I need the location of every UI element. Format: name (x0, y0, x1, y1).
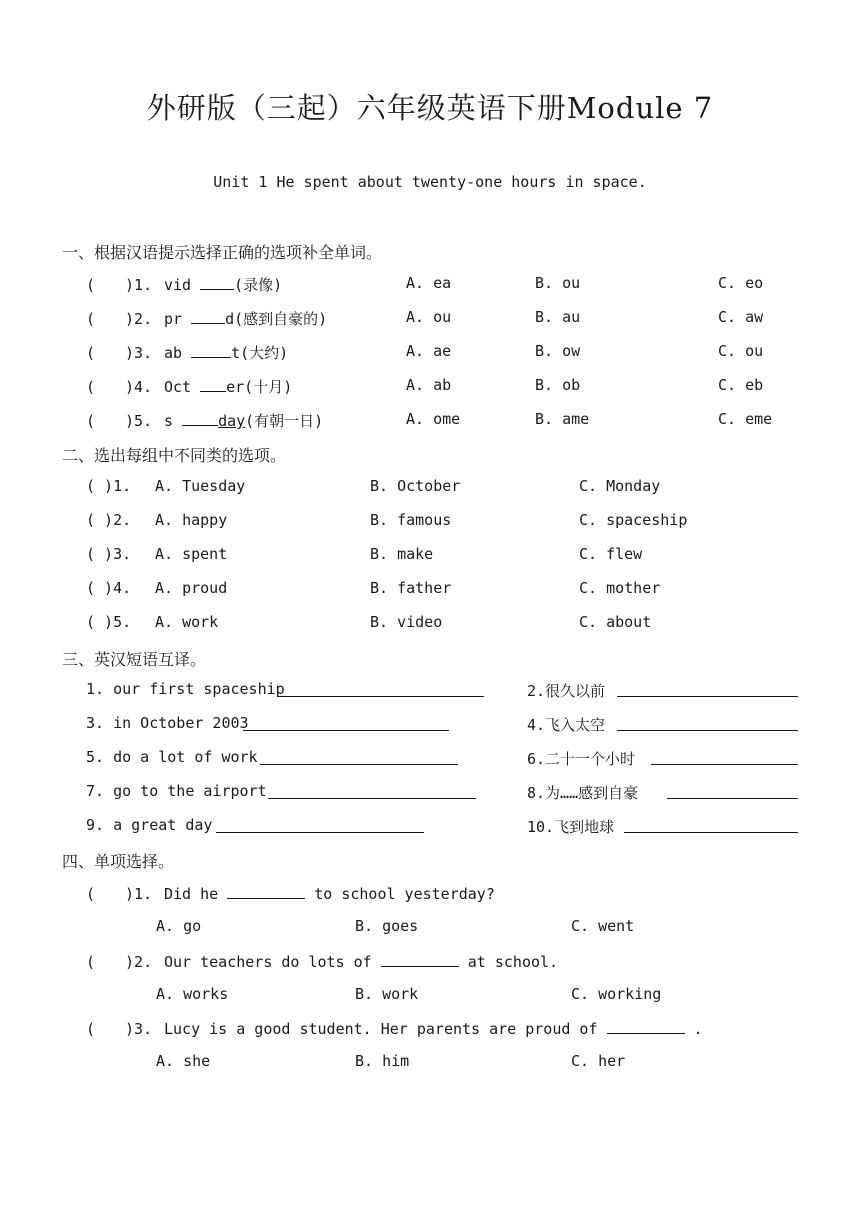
option-a: A. ou (406, 308, 452, 326)
option-a: A. Tuesday (155, 477, 246, 495)
option-c: C. spaceship (579, 511, 688, 529)
option-a: A. works (156, 985, 229, 1003)
word-suffix: t(大约) (231, 344, 289, 362)
option-b: B. ame (535, 410, 590, 428)
word-prefix: vid (164, 276, 192, 294)
answer-line[interactable] (617, 730, 798, 731)
answer-line[interactable] (260, 764, 458, 765)
chinese-phrase: 10.飞到地球 (527, 818, 615, 836)
fill-blank[interactable] (381, 951, 459, 967)
answer-bracket[interactable]: ( )2. (86, 310, 153, 328)
word-prefix: pr (164, 310, 183, 328)
section-4-heading: 四、单项选择。 (62, 852, 175, 871)
option-b: B. father (370, 579, 452, 597)
answer-bracket[interactable]: ( )2. (86, 511, 132, 529)
word-prefix: Oct (164, 378, 192, 396)
fill-word-item (0, 308, 860, 332)
answer-line[interactable] (651, 764, 798, 765)
unit-subtitle: Unit 1 He spent about twenty-one hours in space. (213, 173, 647, 191)
word-suffix: er(十月) (226, 378, 293, 396)
option-a: A. ae (406, 342, 452, 360)
translation-row (0, 816, 860, 840)
word-prefix: ab (164, 344, 183, 362)
option-b: B. ow (535, 342, 581, 360)
fill-word-item (0, 274, 860, 298)
fill-blank[interactable] (200, 274, 234, 290)
answer-line[interactable] (278, 696, 484, 697)
fill-blank[interactable] (607, 1018, 685, 1034)
option-c: C. mother (579, 579, 661, 597)
option-b: B. goes (355, 917, 419, 935)
option-b: B. October (370, 477, 461, 495)
odd-one-out-item (0, 545, 860, 569)
option-b: B. ou (535, 274, 581, 292)
word-prompt (164, 342, 288, 363)
choice-options (0, 917, 860, 941)
option-a: A. ea (406, 274, 452, 292)
option-b: B. famous (370, 511, 452, 529)
fill-word-item (0, 342, 860, 366)
option-c: C. working (571, 985, 662, 1003)
section-1-heading: 一、根据汉语提示选择正确的选项补全单词。 (62, 243, 383, 262)
option-a: A. go (156, 917, 202, 935)
word-suffix: d(感到自豪的) (225, 310, 328, 328)
fill-blank[interactable] (227, 883, 305, 899)
answer-bracket[interactable]: ( )5. (86, 613, 132, 631)
choice-question (0, 951, 860, 975)
translation-row (0, 748, 860, 772)
answer-line[interactable] (243, 730, 449, 731)
answer-bracket[interactable]: ( )4. (86, 579, 132, 597)
question-stem: Our teachers do lots of (164, 953, 372, 971)
answer-bracket[interactable]: ( )1. (86, 885, 153, 903)
section-2-heading: 二、选出每组中不同类的选项。 (62, 446, 287, 465)
section-3-heading: 三、英汉短语互译。 (62, 650, 207, 669)
option-a: A. spent (155, 545, 228, 563)
chinese-phrase: 4.飞入太空 (527, 716, 606, 734)
english-phrase: 3. in October 2003 (86, 714, 249, 732)
fill-blank[interactable] (191, 308, 225, 324)
option-c: C. went (571, 917, 635, 935)
option-a: A. she (156, 1052, 211, 1070)
page-title: 外研版（三起）六年级英语下册Module 7 (146, 91, 714, 125)
option-a: A. proud (155, 579, 228, 597)
option-c: C. Monday (579, 477, 661, 495)
answer-bracket[interactable]: ( )3. (86, 344, 153, 362)
answer-bracket[interactable]: ( )3. (86, 1020, 153, 1038)
answer-line[interactable] (617, 696, 798, 697)
option-a: A. work (155, 613, 219, 631)
word-prefix: s (164, 412, 174, 430)
option-b: B. him (355, 1052, 410, 1070)
option-c: C. ou (718, 342, 764, 360)
answer-bracket[interactable]: ( )4. (86, 378, 153, 396)
english-phrase: 5. do a lot of work (86, 748, 258, 766)
option-a: A. ome (406, 410, 461, 428)
question-end: . (693, 1020, 703, 1038)
choice-options (0, 1052, 860, 1076)
choice-question (0, 883, 860, 907)
chinese-phrase: 8.为……感到自豪 (527, 784, 639, 802)
option-c: C. flew (579, 545, 643, 563)
chinese-phrase: 2.很久以前 (527, 682, 606, 700)
english-phrase: 1. our first spaceship (86, 680, 285, 698)
translation-row (0, 782, 860, 806)
choice-options (0, 985, 860, 1009)
option-b: B. ob (535, 376, 581, 394)
english-phrase: 9. a great day (86, 816, 213, 834)
fill-blank[interactable] (182, 410, 218, 426)
word-prompt (164, 274, 282, 295)
answer-bracket[interactable]: ( )3. (86, 545, 132, 563)
answer-line[interactable] (624, 832, 798, 833)
question-end: at school. (467, 953, 559, 971)
odd-one-out-item (0, 477, 860, 501)
question-text (164, 1018, 703, 1038)
option-c: C. eo (718, 274, 764, 292)
odd-one-out-item (0, 579, 860, 603)
question-text (164, 951, 558, 971)
fill-blank[interactable] (191, 342, 231, 358)
option-c: C. aw (718, 308, 764, 326)
answer-bracket[interactable]: ( )1. (86, 276, 153, 294)
question-text (164, 883, 495, 903)
word-prompt (164, 376, 292, 397)
option-a: A. ab (406, 376, 452, 394)
odd-one-out-item (0, 511, 860, 535)
chinese-phrase: 6.二十一个小时 (527, 750, 636, 768)
choice-question (0, 1018, 860, 1042)
answer-bracket[interactable]: ( )1. (86, 477, 132, 495)
word-prompt (164, 308, 327, 329)
answer-bracket[interactable]: ( )2. (86, 953, 153, 971)
question-stem: Did he (164, 885, 219, 903)
word-prompt (164, 410, 323, 431)
option-b: B. video (370, 613, 443, 631)
fill-word-item (0, 410, 860, 434)
fill-word-item (0, 376, 860, 400)
answer-line[interactable] (268, 798, 476, 799)
translation-row (0, 680, 860, 704)
answer-bracket[interactable]: ( )5. (86, 412, 153, 430)
fill-blank[interactable] (200, 376, 226, 392)
option-c: C. eb (718, 376, 764, 394)
option-c: C. her (571, 1052, 626, 1070)
english-phrase: 7. go to the airport (86, 782, 267, 800)
question-end: to school yesterday? (314, 885, 495, 903)
option-b: B. work (355, 985, 419, 1003)
option-c: C. eme (718, 410, 773, 428)
word-suffix: day (218, 412, 246, 430)
option-b: B. au (535, 308, 581, 326)
word-hint: (有朝一日) (245, 412, 324, 430)
option-a: A. happy (155, 511, 228, 529)
translation-row (0, 714, 860, 738)
answer-line[interactable] (216, 832, 424, 833)
option-c: C. about (579, 613, 652, 631)
option-b: B. make (370, 545, 434, 563)
question-stem: Lucy is a good student. Her parents are proud of (164, 1020, 598, 1038)
word-suffix: (录像) (234, 276, 283, 294)
odd-one-out-item (0, 613, 860, 637)
answer-line[interactable] (667, 798, 798, 799)
